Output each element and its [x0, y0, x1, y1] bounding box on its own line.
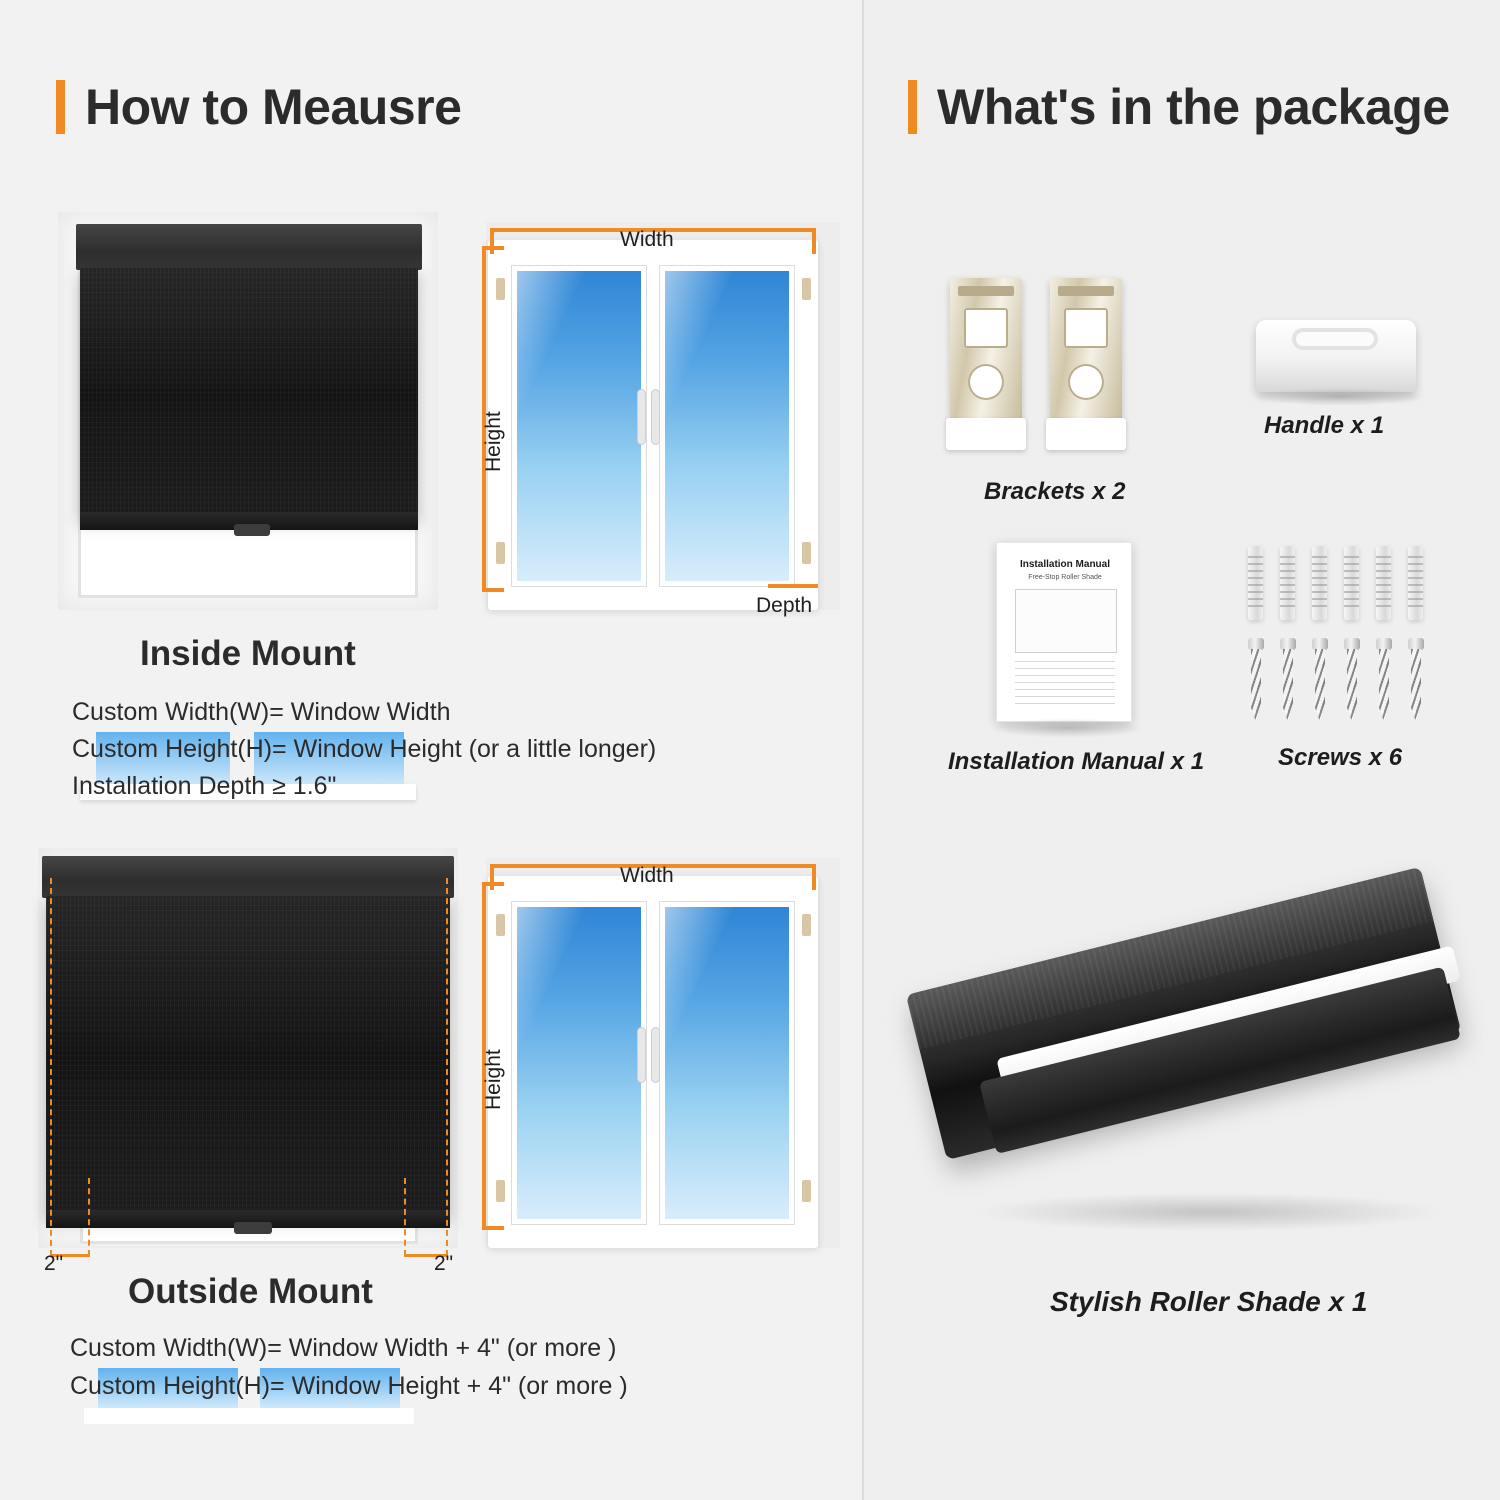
diagram-handle-right [652, 390, 659, 444]
heading-how-to-measure [56, 78, 461, 136]
diagram-hinge-top-left [496, 914, 505, 936]
shade-fabric [46, 896, 450, 1216]
diagram-glass-left [517, 271, 641, 581]
screw-head [1312, 638, 1328, 650]
diagram-handle-left [638, 390, 645, 444]
bracket-1 [950, 278, 1022, 433]
installation-manual-illustration [996, 542, 1156, 742]
diagram-hinge-bottom-right [802, 1180, 811, 1202]
outside-mount-shade-illustration [38, 848, 458, 1248]
screw-shaft [1411, 649, 1421, 722]
diagram-hinge-bottom-left [496, 542, 505, 564]
screw-head [1248, 638, 1264, 650]
label-overhang-right: 2" [434, 1252, 454, 1275]
inside-mount-line-2: Custom Height(H)= Window Height (or a little longer) [72, 735, 657, 763]
bracket-hole [968, 364, 1004, 400]
shade-pull-tab [234, 1222, 272, 1234]
caption-handle: Handle x 1 [1264, 412, 1385, 439]
diagram-handle-right [652, 1028, 659, 1082]
label-depth: Depth [756, 594, 813, 617]
heading-package-text: What's in the package [937, 79, 1450, 135]
screw-4 [1344, 638, 1360, 722]
screw-shaft [1283, 649, 1293, 722]
screw-shaft [1315, 649, 1325, 722]
caption-roller-shade: Stylish Roller Shade x 1 [1050, 1286, 1368, 1317]
diagram-hinge-bottom-right [802, 542, 811, 564]
heading-measure-text: How to Meausre [85, 79, 462, 135]
diagram-hinge-bottom-left [496, 1180, 505, 1202]
diagram-sash-left [506, 896, 652, 1230]
caption-brackets: Brackets x 2 [984, 478, 1126, 505]
manual-text-lines [1015, 661, 1115, 707]
screw-head [1376, 638, 1392, 650]
diagram-hinge-top-right [802, 914, 811, 936]
screw-head [1408, 638, 1424, 650]
bracket-notch [1058, 286, 1114, 296]
bracket-1-foot [946, 418, 1026, 450]
width-arrow-cap-left [490, 864, 494, 890]
bracket-slot-upper [1064, 308, 1108, 348]
heading-whats-in-package [908, 78, 1450, 136]
screws-illustration [1248, 546, 1438, 726]
overhang-guide-left-inner [88, 1178, 90, 1256]
screw-5 [1376, 638, 1392, 722]
wall-anchor-4 [1344, 546, 1359, 620]
overhang-guide-left-outer [50, 878, 52, 1256]
label-overhang-left: 2" [44, 1252, 64, 1275]
accent-bar-icon [908, 80, 917, 134]
diagram-hinge-top-right [802, 278, 811, 300]
diagram-sash-right [654, 260, 800, 592]
screw-6 [1408, 638, 1424, 722]
label-width: Width [620, 228, 674, 251]
bracket-notch [958, 286, 1014, 296]
roller-shade-illustration [935, 930, 1495, 1260]
inside-mount-shade-illustration [58, 212, 438, 610]
bracket-slot-upper [964, 308, 1008, 348]
caption-manual: Installation Manual x 1 [948, 748, 1205, 775]
diagram-glass-right [665, 907, 789, 1219]
shade-pull-tab [234, 524, 270, 536]
height-arrow-cap-bottom [482, 1226, 504, 1230]
manual-subtitle: Free-Stop Roller Shade [1028, 574, 1102, 581]
width-arrow-cap-left [490, 228, 494, 254]
height-arrow-cap-top [482, 882, 504, 886]
screw-head [1344, 638, 1360, 650]
overhang-guide-right-inner [404, 1178, 406, 1256]
label-width: Width [620, 864, 674, 887]
inside-mount-window-diagram [468, 212, 840, 617]
label-height: Height [482, 1049, 505, 1110]
width-arrow-cap-right [812, 864, 816, 890]
manual-title: Installation Manual [1019, 559, 1110, 570]
screw-head [1280, 638, 1296, 650]
outside-mount-title: Outside Mount [128, 1272, 373, 1311]
shade-valance [76, 224, 422, 270]
window-sill [84, 1408, 414, 1424]
accent-bar-icon [56, 80, 65, 134]
wall-anchor-6 [1408, 546, 1423, 620]
manual-shadow [992, 718, 1144, 738]
handle-grip [1292, 328, 1378, 350]
shade-valance [42, 856, 454, 898]
brackets-illustration [940, 278, 1190, 458]
manual-diagram-box [1015, 589, 1117, 653]
handle-illustration [1250, 312, 1430, 402]
diagram-sash-right [654, 896, 800, 1230]
height-arrow-cap-top [482, 246, 504, 250]
wall-anchor-1 [1248, 546, 1263, 620]
depth-arrow-line [768, 584, 818, 588]
screw-3 [1312, 638, 1328, 722]
screw-shaft [1379, 649, 1389, 722]
label-height: Height [482, 411, 505, 472]
outside-mount-window-diagram [468, 848, 840, 1248]
overhang-guide-right-outer [446, 878, 448, 1256]
screw-2 [1280, 638, 1296, 722]
inside-mount-line-3: Installation Depth ≥ 1.6" [72, 772, 337, 800]
bracket-hole [1068, 364, 1104, 400]
screw-1 [1248, 638, 1264, 722]
screw-shaft [1251, 649, 1261, 722]
diagram-handle-left [638, 1028, 645, 1082]
wall-anchor-3 [1312, 546, 1327, 620]
diagram-glass-left [517, 907, 641, 1219]
roller-shade-shadow [975, 1192, 1445, 1232]
outside-mount-line-2: Custom Height(H)= Window Height + 4" (or more ) [70, 1372, 628, 1400]
width-arrow-cap-right [812, 228, 816, 254]
manual-cover [996, 542, 1132, 722]
height-arrow-cap-bottom [482, 588, 504, 592]
screw-shaft [1347, 649, 1357, 722]
panel-divider [862, 0, 864, 1500]
shade-fabric [80, 268, 418, 518]
outside-mount-line-1: Custom Width(W)= Window Width + 4" (or more ) [70, 1334, 617, 1362]
diagram-glass-right [665, 271, 789, 581]
bracket-2-foot [1046, 418, 1126, 450]
diagram-sash-left [506, 260, 652, 592]
wall-anchor-5 [1376, 546, 1391, 620]
bracket-2 [1050, 278, 1122, 433]
diagram-hinge-top-left [496, 278, 505, 300]
handle-shadow [1252, 388, 1428, 406]
wall-anchor-2 [1280, 546, 1295, 620]
caption-screws: Screws x 6 [1278, 744, 1403, 771]
inside-mount-title: Inside Mount [140, 634, 356, 673]
inside-mount-line-1: Custom Width(W)= Window Width [72, 698, 451, 726]
